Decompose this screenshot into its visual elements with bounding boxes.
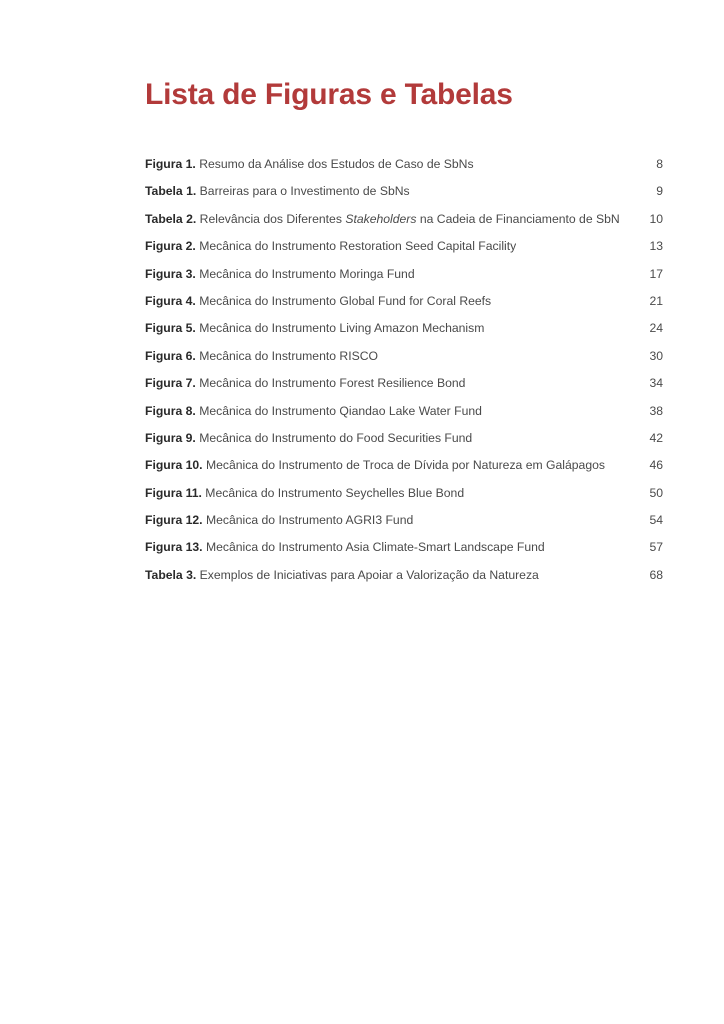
toc-entry-text bbox=[145, 456, 605, 474]
toc-entry-page-number: 10 bbox=[649, 211, 663, 226]
toc-entry-page-number: 9 bbox=[656, 184, 663, 199]
toc-entry-label: Figura 11. bbox=[145, 485, 202, 500]
toc-entry-label: Tabela 1. bbox=[145, 184, 197, 199]
toc-entry-description: Mecânica do Instrumento Qiandao Lake Water Fund bbox=[199, 403, 482, 418]
toc-entry-text bbox=[145, 155, 474, 173]
toc-entry[interactable] bbox=[145, 265, 663, 292]
toc-entry-page-number: 68 bbox=[649, 567, 663, 582]
toc-entry[interactable] bbox=[145, 402, 663, 429]
toc-entry-text bbox=[145, 511, 413, 529]
toc-entry-page-number: 13 bbox=[649, 239, 663, 254]
toc-entry[interactable] bbox=[145, 484, 663, 511]
toc-entry-page-number: 38 bbox=[649, 403, 663, 418]
figures-tables-list bbox=[145, 155, 663, 593]
toc-entry-page-number: 21 bbox=[649, 293, 663, 308]
toc-entry-text bbox=[145, 538, 545, 556]
toc-entry[interactable] bbox=[145, 374, 663, 401]
toc-entry[interactable] bbox=[145, 566, 663, 593]
toc-entry-label: Figura 1. bbox=[145, 157, 196, 171]
toc-entry-text bbox=[145, 237, 516, 255]
toc-entry[interactable] bbox=[145, 237, 663, 264]
toc-entry[interactable] bbox=[145, 319, 663, 346]
toc-entry-label: Figura 8. bbox=[145, 403, 196, 418]
toc-entry-text bbox=[145, 429, 472, 447]
toc-entry[interactable] bbox=[145, 347, 663, 374]
toc-entry-page-number: 34 bbox=[649, 376, 663, 391]
toc-entry-description: Resumo da Análise dos Estudos de Caso de SbNs bbox=[199, 157, 474, 171]
toc-entry[interactable] bbox=[145, 292, 663, 319]
toc-entry-description: Mecânica do Instrumento Seychelles Blue Bond bbox=[205, 485, 465, 500]
toc-entry-label: Figura 10. bbox=[145, 458, 203, 473]
toc-entry-page-number: 30 bbox=[649, 348, 663, 363]
toc-entry[interactable] bbox=[145, 511, 663, 538]
toc-entry-label: Figura 13. bbox=[145, 540, 203, 555]
toc-entry-label: Tabela 2. bbox=[145, 211, 197, 226]
toc-entry-text bbox=[145, 347, 378, 365]
toc-entry-text bbox=[145, 374, 465, 392]
toc-entry-text bbox=[145, 182, 410, 200]
toc-entry-description: Mecânica do Instrumento Restoration Seed Capital Facility bbox=[199, 239, 517, 254]
toc-entry[interactable] bbox=[145, 456, 663, 483]
toc-entry-text bbox=[145, 566, 539, 584]
toc-entry-text bbox=[145, 292, 491, 310]
toc-entry-page-number: 8 bbox=[656, 157, 663, 171]
toc-entry-label: Figura 6. bbox=[145, 348, 196, 363]
toc-entry-label: Tabela 3. bbox=[145, 567, 197, 582]
toc-entry-label: Figura 5. bbox=[145, 321, 196, 336]
toc-entry-label: Figura 4. bbox=[145, 293, 196, 308]
toc-entry[interactable] bbox=[145, 429, 663, 456]
toc-entry-page-number: 17 bbox=[649, 266, 663, 281]
toc-entry-description: Relevância dos Diferentes Stakeholders na Cadeia de Financiamento de SbN bbox=[199, 211, 620, 226]
toc-entry-description: Mecânica do Instrumento Forest Resilience Bond bbox=[199, 376, 466, 391]
toc-entry-text bbox=[145, 265, 415, 283]
toc-entry[interactable] bbox=[145, 155, 663, 182]
toc-entry[interactable] bbox=[145, 538, 663, 565]
toc-entry-description: Exemplos de Iniciativas para Apoiar a Valorização da Natureza bbox=[199, 567, 539, 582]
toc-entry-page-number: 42 bbox=[649, 430, 663, 445]
toc-entry-description: Mecânica do Instrumento do Food Securities Fund bbox=[199, 430, 473, 445]
toc-entry-label: Figura 12. bbox=[145, 513, 203, 528]
toc-entry-description: Mecânica do Instrumento RISCO bbox=[199, 348, 379, 363]
toc-entry-text bbox=[145, 210, 620, 228]
toc-entry-description: Mecânica do Instrumento AGRI3 Fund bbox=[205, 513, 414, 528]
toc-entry-description: Mecânica do Instrumento Living Amazon Mechanism bbox=[199, 321, 485, 336]
toc-entry[interactable] bbox=[145, 182, 663, 209]
toc-entry-label: Figura 3. bbox=[145, 266, 196, 281]
toc-entry-page-number: 24 bbox=[649, 321, 663, 336]
toc-entry[interactable] bbox=[145, 210, 663, 237]
toc-entry-page-number: 54 bbox=[649, 513, 663, 528]
toc-entry-description: Mecânica do Instrumento Asia Climate-Smart Landscape Fund bbox=[205, 540, 545, 555]
toc-entry-text bbox=[145, 402, 482, 420]
toc-entry-text bbox=[145, 319, 484, 337]
toc-entry-text bbox=[145, 484, 464, 502]
toc-entry-description: Mecânica do Instrumento Global Fund for Coral Reefs bbox=[199, 293, 492, 308]
toc-entry-page-number: 50 bbox=[649, 485, 663, 500]
toc-entry-description: Mecânica do Instrumento de Troca de Dívida por Natureza em Galápagos bbox=[205, 458, 605, 473]
toc-entry-page-number: 57 bbox=[649, 540, 663, 555]
toc-entry-description: Barreiras para o Investimento de SbNs bbox=[199, 184, 410, 199]
toc-entry-label: Figura 9. bbox=[145, 430, 196, 445]
toc-entry-description: Mecânica do Instrumento Moringa Fund bbox=[199, 266, 415, 281]
toc-entry-label: Figura 2. bbox=[145, 239, 196, 254]
toc-entry-page-number: 46 bbox=[649, 458, 663, 473]
toc-entry-label: Figura 7. bbox=[145, 376, 196, 391]
page-title: Lista de Figuras e Tabelas bbox=[145, 78, 513, 111]
